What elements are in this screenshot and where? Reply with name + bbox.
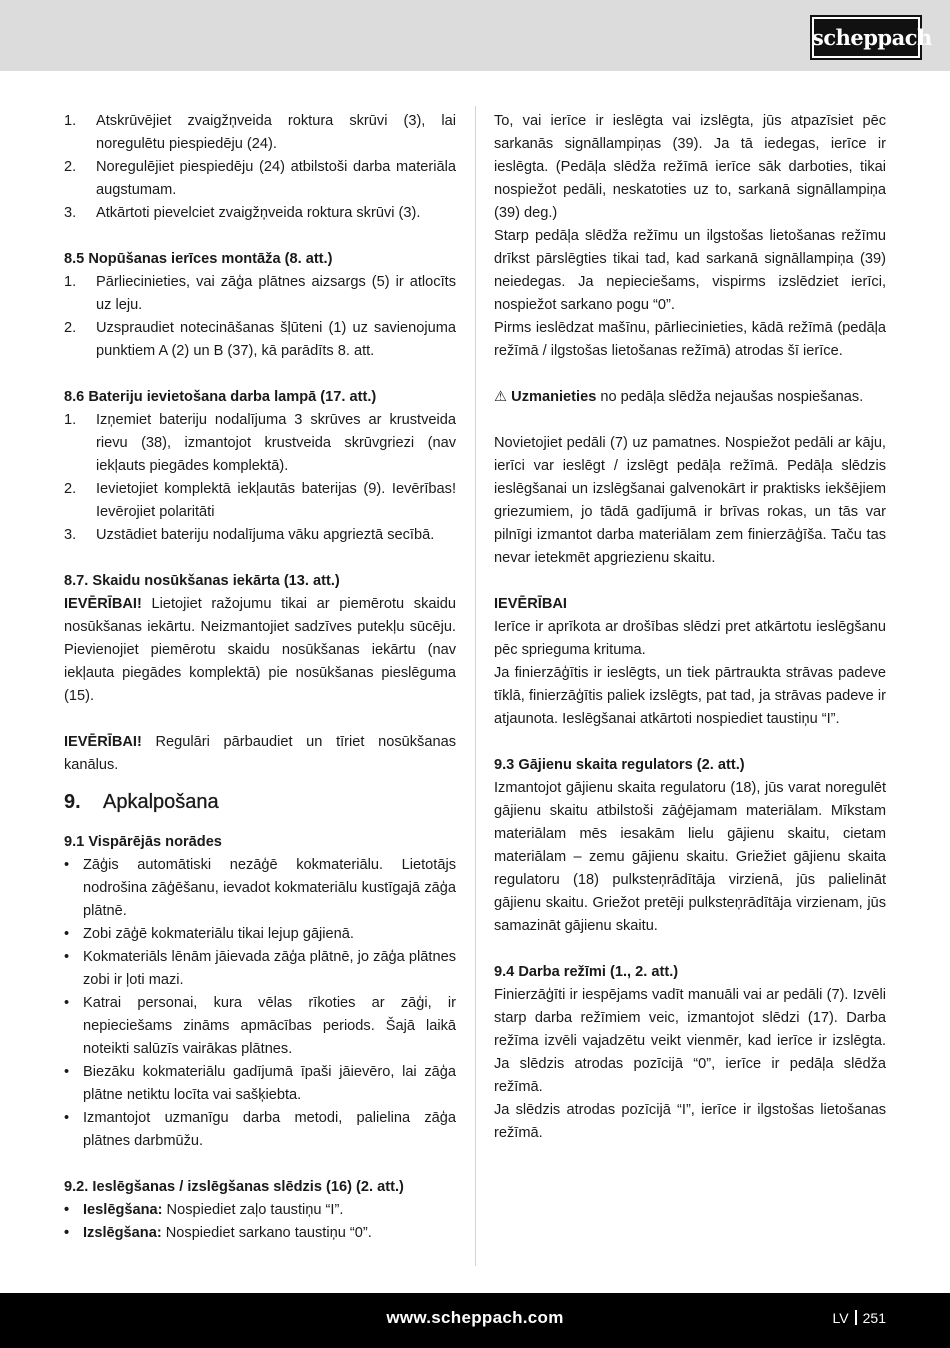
- section-heading-8-5: 8.5 Nopūšanas ierīces montāža (8. att.): [64, 251, 333, 267]
- section-heading-9-4: 9.4 Darba režīmi (1., 2. att.): [494, 964, 679, 980]
- warning-triangle-icon: ⚠: [494, 389, 508, 405]
- warning-paragraph: IEVĒRĪBAI! Regulāri pārbaudiet un tīriet nosūkšanas kanālus.: [64, 734, 456, 773]
- section-heading-8-6: 8.6 Bateriju ievietošana darba lampā (17. att.): [64, 389, 377, 405]
- list-item: • Izslēgšana: Nospiediet sarkano taustiņu “0”.: [64, 1225, 372, 1241]
- section-heading-8-7: 8.7. Skaidu nosūkšanas iekārta (13. att.): [64, 573, 340, 589]
- paragraph: To, vai ierīce ir ieslēgta vai izslēgta, jūs atpazīsiet pēc sarkanās signāllampiņas (39). Ja tā iedegas, ierīce ir ieslēgta. (Pedāļa slēdža režīmā ierīce sāk darboties, tikai nospiežot pedāli, neskatoties uz to, sarkanā signāllampiņa (39) deg.): [494, 113, 886, 221]
- right-column: [494, 110, 886, 1145]
- paragraph: Izmantojot gājienu skaita regulatoru (18), jūs varat noregulēt gājienu skaitu atbilstoši zāģējamam materiālam. Mīkstam materiālam mēs iesakām lielu gājienu skaitu, cietam materiālam – zemu gājienu skaitu. Griežiet gājienu skaita regulatoru (18) pulksteņrādītāja virzienā, jūs palielināt gājienu skaitu. Griežot pretēji pulksteņrādītāja virzienam, jūs samazināt gājienu skaitu.: [494, 780, 886, 934]
- page-number: 251: [862, 1310, 886, 1326]
- paragraph: Ja slēdzis atrodas pozīcijā “I”, ierīce ir ilgstošas lietošanas režīmā.: [494, 1102, 886, 1141]
- paragraph: Novietojiet pedāli (7) uz pamatnes. Nospiežot pedāli ar kāju, ierīci var ieslēgt / izslēgt pedāļa režīmā. Pedāļa slēdzis ieslēgšanai un izslēgšanai galvenokārt ir praktisks iekšējiem griezumiem, jo tādā gadījumā ir brīvas rokas, un tās var pilnīgi izmantot darba materiālam zem finierzāģīša. Taču tas nevar ietekmēt apgriezienu skaitu.: [494, 435, 886, 566]
- list-item: 2. Noregulējiet piespiedēju (24) atbilstoši darba materiāla augstumam.: [64, 159, 456, 198]
- list-item: • Biezāku kokmateriālu gadījumā īpaši jāievēro, lai zāģa plātne netiktu locīta vai sašķiebta.: [64, 1064, 456, 1103]
- footer-url: www.scheppach.com: [386, 1308, 564, 1327]
- list-item: • Izmantojot uzmanīgu darba metodi, palielina zāģa plātnes darbmūžu.: [64, 1110, 456, 1149]
- paragraph: Finierzāģīti ir iespējams vadīt manuāli vai ar pedāli (7). Izvēli starp darba režīmiem veic, izmantojot slēdzi (17). Darba režīma izvēli vajadzētu veikt vienmēr, kad ierīce ir izslēgta. Ja slēdzis atrodas pozīcijā “0”, ierīce ir pedāļa slēdža režīmā.: [494, 987, 886, 1095]
- language-code: LV: [832, 1310, 849, 1326]
- warning-paragraph: IEVĒRĪBAI! Lietojiet ražojumu tikai ar piemērotu skaidu nosūkšanas iekārtu. Neizmantojiet sadzīves putekļu sūcēju. Pievienojiet piemērotu skaidu nosūkšanas iekārtu (nav iekļauta piegādes komplektā) pie nosūkšanas pieslēguma (15).: [64, 596, 456, 704]
- paragraph: Ierīce ir aprīkota ar drošības slēdzi pret atkārtotu ieslēgšanu pēc sprieguma krituma.: [494, 619, 886, 658]
- caution-paragraph: ⚠ Uzmanieties no pedāļa slēdža nejaušas nospiešanas.: [494, 389, 864, 405]
- warning-heading: IEVĒRĪBAI: [494, 596, 567, 612]
- column-divider: [475, 106, 476, 1266]
- paragraph: Pirms ieslēdzat mašīnu, pārliecinieties, kādā režīmā (pedāļa režīmā / ilgstošas lietošanas režīmā) atrodas šī ierīce.: [494, 320, 886, 359]
- page-indicator: [833, 1293, 886, 1343]
- chapter-heading-9: 9. Apkalpošana: [64, 791, 219, 813]
- left-column: [64, 110, 456, 1245]
- list-item: 1. Atskrūvējiet zvaigžņveida roktura skrūvi (3), lai noregulētu piespiedēju (24).: [64, 113, 456, 152]
- list-item: • Zobi zāģē kokmateriālu tikai lejup gājienā.: [64, 926, 354, 942]
- paragraph: Ja finierzāģītis ir ieslēgts, un tiek pārtraukta strāvas padeve tīklā, finierzāģītis paliek izslēgts, pat tad, ja strāvas padeve ir atjaunota. Ieslēgšanai atkārtoti nospiediet taustiņu “I”.: [494, 665, 886, 727]
- brand-logo: scheppach: [810, 15, 922, 60]
- list-item: 1. Pārliecinieties, vai zāģa plātnes aizsargs (5) ir atlocīts uz leju.: [64, 274, 456, 313]
- list-item: 2. Uzspraudiet notecināšanas šļūteni (1) uz savienojuma punktiem A (2) un B (37), kā parādīts 8. att.: [64, 320, 456, 359]
- footer-bar: [0, 1293, 950, 1348]
- list-item: • Katrai personai, kura vēlas rīkoties ar zāģi, ir nepieciešams zināms apmācības periods. Šajā laikā noteikti salūzīs vairākas plātnes.: [64, 995, 456, 1057]
- paragraph: Starp pedāļa slēdža režīmu un ilgstošas lietošanas režīmu drīkst pārslēgties tikai tad, kad sarkanā signāllampiņa (39) neiedegas. Ja nepieciešams, vispirms izslēdziet ierīci, nospiežot sarkano pogu “0”.: [494, 228, 886, 313]
- list-item: • Zāģis automātiski nezāģē kokmateriālu. Lietotājs nodrošina zāģēšanu, ievadot kokmateriālu kustīgajā zāģa plātnē.: [64, 857, 456, 919]
- list-item: • Kokmateriāls lēnām jāievada zāģa plātnē, jo zāģa plātnes zobi ir ļoti mazi.: [64, 949, 456, 988]
- list-item: 3. Atkārtoti pievelciet zvaigžņveida roktura skrūvi (3).: [64, 205, 421, 221]
- list-item: • Ieslēgšana: Nospiediet zaļo taustiņu “I”.: [64, 1202, 344, 1218]
- list-item: 2. Ievietojiet komplektā iekļautās baterijas (9). Ievērības! Ievērojiet polaritāti: [64, 481, 456, 520]
- section-heading-9-3: 9.3 Gājienu skaita regulators (2. att.): [494, 757, 745, 773]
- section-heading-9-1: 9.1 Vispārējās norādes: [64, 834, 222, 850]
- list-item: 1. Izņemiet bateriju nodalījuma 3 skrūves ar krustveida rievu (38), izmantojot krustveida skrūvgriezi (nav iekļauts piegādes komplektā).: [64, 412, 456, 474]
- section-heading-9-2: 9.2. Ieslēgšanas / izslēgšanas slēdzis (16) (2. att.): [64, 1179, 404, 1195]
- list-item: 3. Uzstādiet bateriju nodalījuma vāku apgrieztā secībā.: [64, 527, 435, 543]
- header-bar: [0, 0, 950, 71]
